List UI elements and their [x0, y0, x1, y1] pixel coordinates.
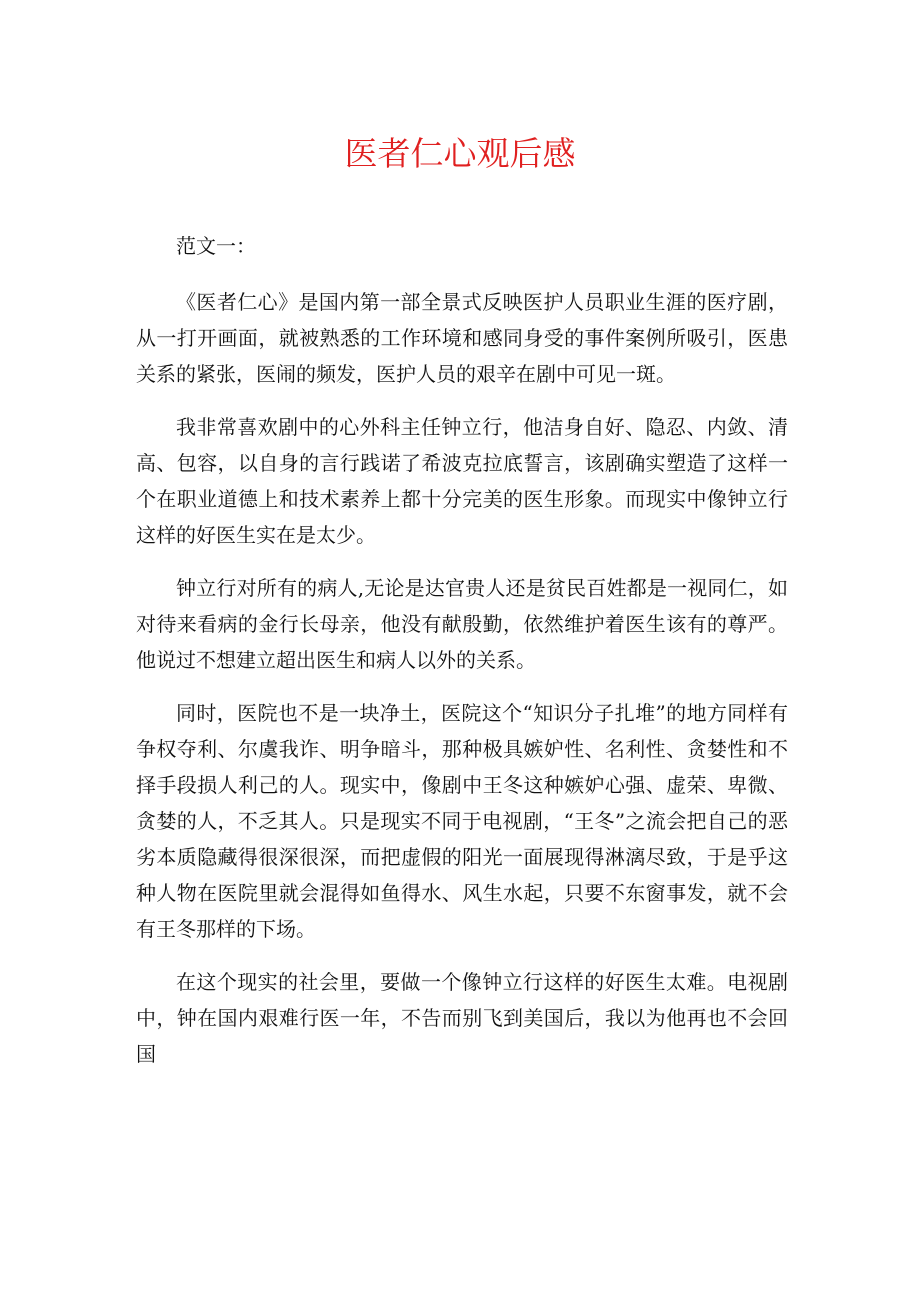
paragraph: 在这个现实的社会里，要做一个像钟立行这样的好医生太难。电视剧中，钟在国内艰难行医一年，不告而别飞到美国后，我以为他再也不会回国: [136, 970, 788, 1066]
paragraph: 钟立行对所有的病人,无论是达官贵人还是贫民百姓都是一视同仁，如对待来看病的金行长母亲，他没有献殷勤，依然维护着医生该有的尊严。他说过不想建立超出医生和病人以外的关系。: [136, 576, 788, 672]
page-title: 医者仁心观后感: [344, 134, 576, 173]
document-body: [136, 228, 788, 1089]
paragraph-heading: 范文一：: [176, 234, 256, 258]
paragraph: 同时，医院也不是一块净土，医院这个“知识分子扎堆”的地方同样有争权夺利、尔虞我诈、明争暗斗，那种极具嫉妒性、名利性、贪婪性和不择手段损人利己的人。现实中，像剧中王冬这种嫉妒心强、虚荣、卑微、贪婪的人，不乏其人。只是现实不同于电视剧，“王冬”之流会把自己的恶劣本质隐藏得很深很深，而把虚假的阳光一面展现得淋漓尽致，于是乎这种人物在医院里就会混得如鱼得水、风生水起，只要不东窗事发，就不会有王冬那样的下场。: [136, 701, 788, 941]
paragraph: 我非常喜欢剧中的心外科主任钟立行，他洁身自好、隐忍、内敛、清高、包容，以自身的言行践诺了希波克拉底誓言，该剧确实塑造了这样一个在职业道德上和技术素养上都十分完美的医生形象。而现实中像钟立行这样的好医生实在是太少。: [136, 415, 788, 547]
paragraph: 《医者仁心》是国内第一部全景式反映医护人员职业生涯的医疗剧，从一打开画面，就被熟悉的工作环境和感同身受的事件案例所吸引，医患关系的紧张，医闹的频发，医护人员的艰辛在剧中可见一斑。: [136, 290, 788, 386]
